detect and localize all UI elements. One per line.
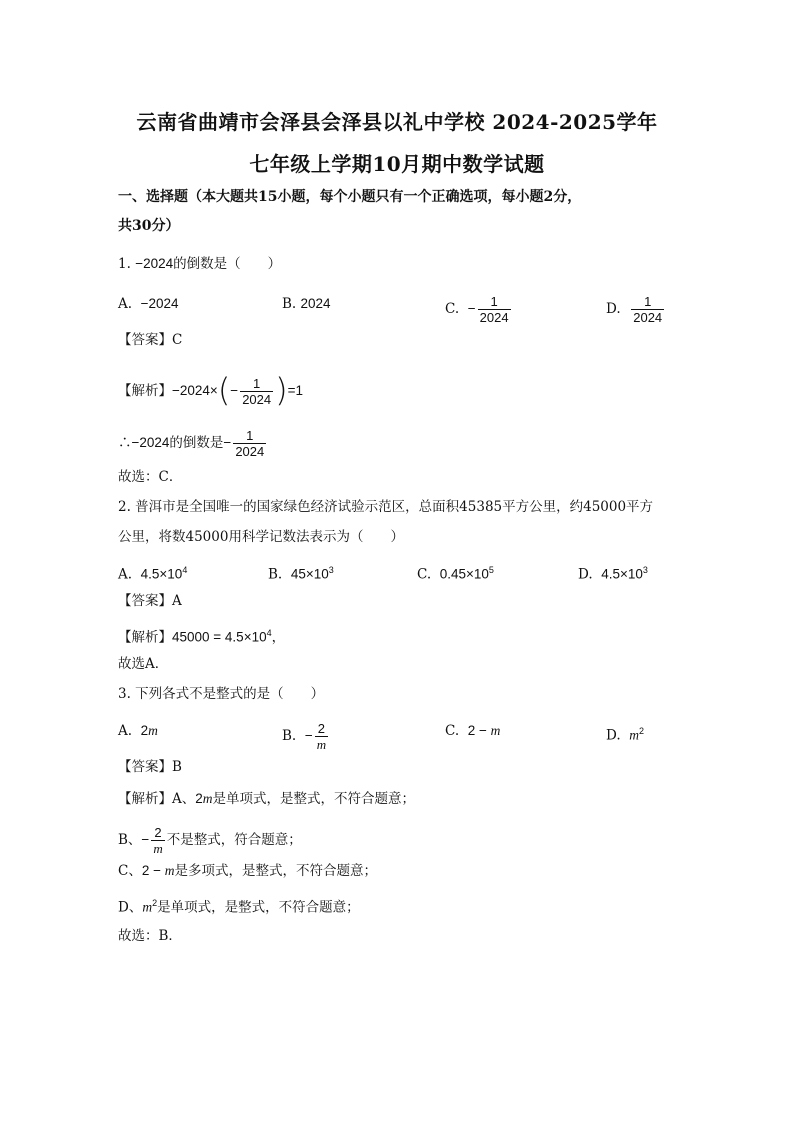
fraction: $\frac{2}{m}$ [316,721,327,752]
q2-option-b: B. $45\times 10^3$ [268,565,334,583]
q3-option-b: B. − $\frac{2}{m}$ [282,721,327,752]
q1-choice: 故选：C． [118,469,183,485]
question-3-stem: 3. 下列各式不是整式的是（ ） [118,686,325,702]
q3-answer: 【答案】B [118,759,182,775]
section-heading-line-2: 共30分） [118,218,180,234]
question-2-stem-line-2: 公里，将数45000用科学记数法表示为（ ） [118,529,404,545]
question-1-stem [118,254,281,274]
q2-choice: 故选A． [118,656,169,672]
q1-answer: 【答案】C [118,332,183,348]
q1-option-c: C. − $\frac{1}{2024}$ [445,294,509,325]
title-line-1: 云南省曲靖市会泽县会泽县以礼中学校 2024-2025学年 [136,110,658,134]
question-number: 1. [118,256,131,272]
q3-analysis-c: C、2 − m是多项式，是整式，不符合题意； [118,863,377,879]
question-2-stem-line-1: 2. 普洱市是全国唯一的国家绿色经济试验示范区，总面积45385平方公里，约45000平方 [118,499,654,515]
q1-option-b: B. 2024 [282,296,331,312]
section-heading-line-1: 一、选择题（本大题共15小题，每个小题只有一个正确选项，每小题2分， [118,189,582,205]
fraction: $\frac{1}{2024}$ [242,376,272,407]
fraction: $\frac{1}{2024}$ [235,428,265,459]
fraction: $\frac{2}{m}$ [153,825,163,856]
q1-option-d: D. $\frac{1}{2024}$ [606,294,663,325]
q2-option-a: A. $4.5\times 10^4$ [118,565,188,583]
q3-analysis-d: D、$m^2$是单项式，是整式，不符合题意； [118,898,360,916]
q2-option-c: C. $0.45\times 10^5$ [417,565,494,583]
fraction: $\frac{1}{2024}$ [479,294,509,325]
q2-answer: 【答案】A [118,593,182,609]
q3-option-c: C. 2 − m [445,723,501,739]
question-text: 的倒数是（ ） [173,256,282,272]
q3-option-d: D. $m^2$ [606,726,644,744]
q1-option-a: A. −2024 [118,296,179,312]
q2-option-d: D. $4.5\times 10^3$ [578,565,648,583]
math-expression: −2024 [135,256,174,271]
q2-analysis: 【解析】$45000 = 4.5\times 10^4$， [118,628,286,646]
q3-choice: 故选：B． [118,928,182,944]
q3-analysis-a: 【解析】A、2m是单项式，是整式，不符合题意； [118,791,416,807]
q3-analysis-b: B、− $\frac{2}{m}$ 不是整式，符合题意； [118,825,302,856]
title-line-2: 七年级上学期10月期中数学试题 [249,152,545,176]
q1-conclusion: ∴−2024的倒数是− $\frac{1}{2024}$ [118,428,265,459]
q3-option-a: A. 2m [118,723,158,739]
fraction: $\frac{1}{2024}$ [633,294,663,325]
q1-analysis: 【解析】−2024×(− $\frac{1}{2024}$ )=1 [118,370,303,409]
